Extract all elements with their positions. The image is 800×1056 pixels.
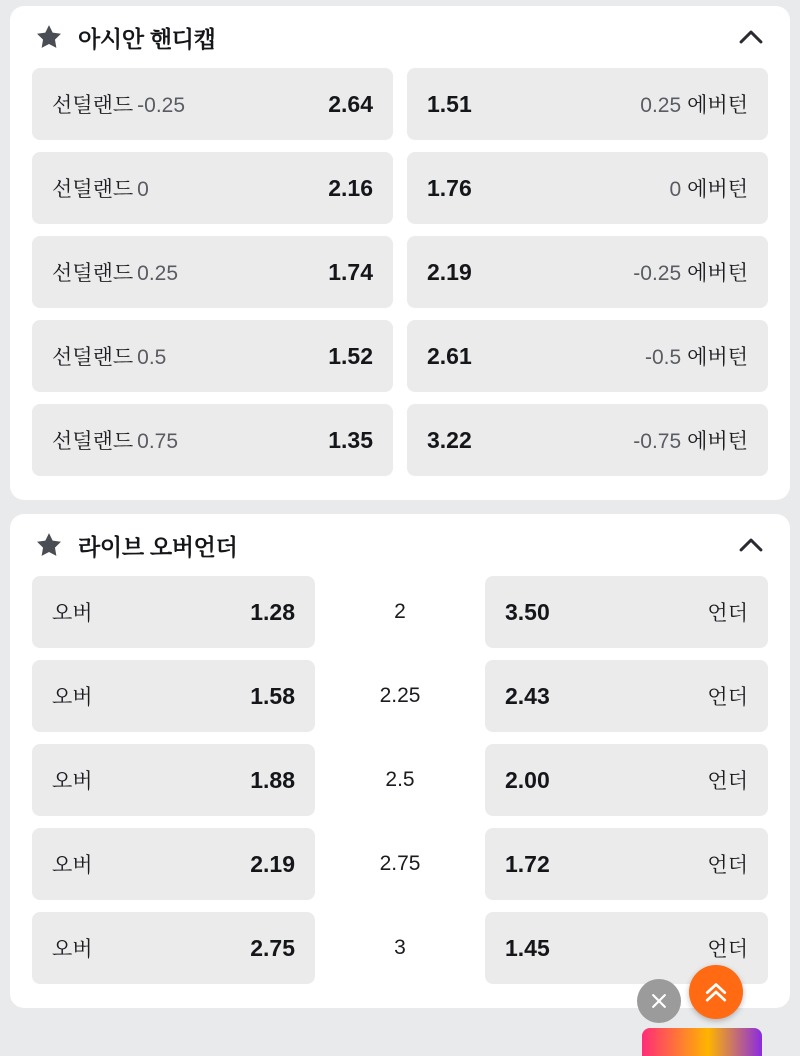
handicap-away-button[interactable] — [407, 68, 768, 140]
close-icon — [649, 991, 669, 1011]
under-button[interactable] — [485, 744, 768, 816]
under-label: 언더 — [707, 770, 748, 793]
over-label: 오버 — [52, 854, 93, 877]
under-odds: 3.50 — [505, 598, 550, 625]
handicap-home-value: 0.5 — [137, 346, 167, 369]
handicap-home-value: -0.25 — [137, 94, 186, 117]
close-ad-button[interactable] — [637, 979, 681, 1023]
handicap-home-button[interactable] — [32, 152, 393, 224]
handicap-away-odds: 2.19 — [427, 258, 472, 285]
handicap-away-team: 에버턴 — [687, 430, 748, 453]
handicap-home-team: 선덜랜드 — [52, 262, 134, 285]
handicap-away-team: 에버턴 — [687, 346, 748, 369]
handicap-row — [10, 68, 790, 140]
handicap-row — [10, 404, 790, 476]
handicap-home-odds: 2.64 — [328, 90, 373, 117]
handicap-away-button[interactable] — [407, 152, 768, 224]
under-odds: 2.43 — [505, 682, 550, 709]
under-odds: 1.45 — [505, 934, 550, 961]
handicap-away-odds: 3.22 — [427, 426, 472, 453]
handicap-away-value: -0.75 — [633, 430, 682, 453]
handicap-home-team: 선덜랜드 — [52, 94, 134, 117]
over-odds: 1.88 — [250, 766, 295, 793]
handicap-home-team: 선덜랜드 — [52, 430, 134, 453]
over-under-row — [10, 828, 790, 900]
section-asian-handicap — [10, 6, 790, 500]
under-odds: 1.72 — [505, 850, 550, 877]
handicap-away-odds: 2.61 — [427, 342, 472, 369]
under-label: 언더 — [707, 938, 748, 961]
handicap-home-label — [52, 257, 178, 287]
over-label: 오버 — [52, 770, 93, 793]
handicap-home-value: 0 — [137, 178, 149, 201]
handicap-home-label — [52, 89, 185, 119]
section-header-live-over-under[interactable] — [10, 514, 790, 576]
handicap-away-odds: 1.51 — [427, 90, 472, 117]
over-under-row — [10, 912, 790, 984]
star-icon[interactable] — [34, 22, 64, 52]
handicap-home-odds: 1.52 — [328, 342, 373, 369]
over-odds: 1.58 — [250, 682, 295, 709]
handicap-home-odds: 1.74 — [328, 258, 373, 285]
over-button[interactable] — [32, 660, 315, 732]
handicap-home-button[interactable] — [32, 68, 393, 140]
handicap-away-value: 0 — [669, 178, 682, 201]
double-chevron-up-icon — [701, 977, 731, 1007]
handicap-row — [10, 320, 790, 392]
handicap-row — [10, 236, 790, 308]
handicap-home-label — [52, 173, 149, 203]
over-odds: 2.19 — [250, 850, 295, 877]
chevron-up-icon[interactable] — [734, 20, 768, 54]
handicap-away-button[interactable] — [407, 404, 768, 476]
over-odds: 1.28 — [250, 598, 295, 625]
handicap-away-label — [645, 341, 748, 371]
over-label: 오버 — [52, 602, 93, 625]
over-label: 오버 — [52, 938, 93, 961]
handicap-home-value: 0.25 — [137, 262, 179, 285]
handicap-home-button[interactable] — [32, 320, 393, 392]
handicap-home-label — [52, 425, 178, 455]
under-odds: 2.00 — [505, 766, 550, 793]
handicap-away-button[interactable] — [407, 320, 768, 392]
section-title: 라이브 오버언더 — [78, 533, 238, 560]
under-label: 언더 — [707, 854, 748, 877]
under-button[interactable] — [485, 576, 768, 648]
handicap-away-value: 0.25 — [640, 94, 682, 117]
over-under-row — [10, 576, 790, 648]
chevron-up-icon[interactable] — [734, 528, 768, 562]
handicap-away-label — [640, 89, 748, 119]
handicap-away-team: 에버턴 — [687, 178, 748, 201]
over-button[interactable] — [32, 828, 315, 900]
under-button[interactable] — [485, 660, 768, 732]
section-title: 아시안 핸디캡 — [78, 25, 216, 52]
handicap-away-odds: 1.76 — [427, 174, 472, 201]
over-under-row — [10, 744, 790, 816]
over-button[interactable] — [32, 744, 315, 816]
scroll-to-top-button[interactable] — [689, 965, 743, 1019]
handicap-home-button[interactable] — [32, 236, 393, 308]
over-under-line: 2.75 — [379, 852, 421, 875]
handicap-home-odds: 2.16 — [328, 174, 373, 201]
handicap-home-button[interactable] — [32, 404, 393, 476]
over-button[interactable] — [32, 912, 315, 984]
section-header-asian-handicap[interactable] — [10, 6, 790, 68]
over-under-line: 2.5 — [385, 768, 415, 791]
handicap-row — [10, 152, 790, 224]
handicap-away-label — [669, 173, 748, 203]
star-icon[interactable] — [34, 530, 64, 560]
handicap-away-team: 에버턴 — [687, 262, 748, 285]
over-button[interactable] — [32, 576, 315, 648]
under-label: 언더 — [707, 602, 748, 625]
handicap-home-team: 선덜랜드 — [52, 178, 134, 201]
ad-banner[interactable] — [642, 1028, 762, 1056]
handicap-away-value: -0.25 — [633, 262, 682, 285]
section-live-over-under — [10, 514, 790, 1008]
over-under-row — [10, 660, 790, 732]
handicap-away-label — [633, 425, 748, 455]
handicap-home-value: 0.75 — [137, 430, 179, 453]
handicap-away-value: -0.5 — [644, 346, 682, 369]
handicap-home-team: 선덜랜드 — [52, 346, 134, 369]
over-label: 오버 — [52, 686, 93, 709]
under-label: 언더 — [707, 686, 748, 709]
over-odds: 2.75 — [250, 934, 295, 961]
handicap-away-button[interactable] — [407, 236, 768, 308]
handicap-home-odds: 1.35 — [328, 426, 373, 453]
under-button[interactable] — [485, 828, 768, 900]
handicap-away-team: 에버턴 — [687, 94, 748, 117]
over-under-line: 3 — [394, 936, 406, 959]
handicap-home-label — [52, 341, 166, 371]
handicap-away-label — [633, 257, 748, 287]
over-under-line: 2.25 — [379, 684, 421, 707]
over-under-line: 2 — [394, 600, 406, 623]
